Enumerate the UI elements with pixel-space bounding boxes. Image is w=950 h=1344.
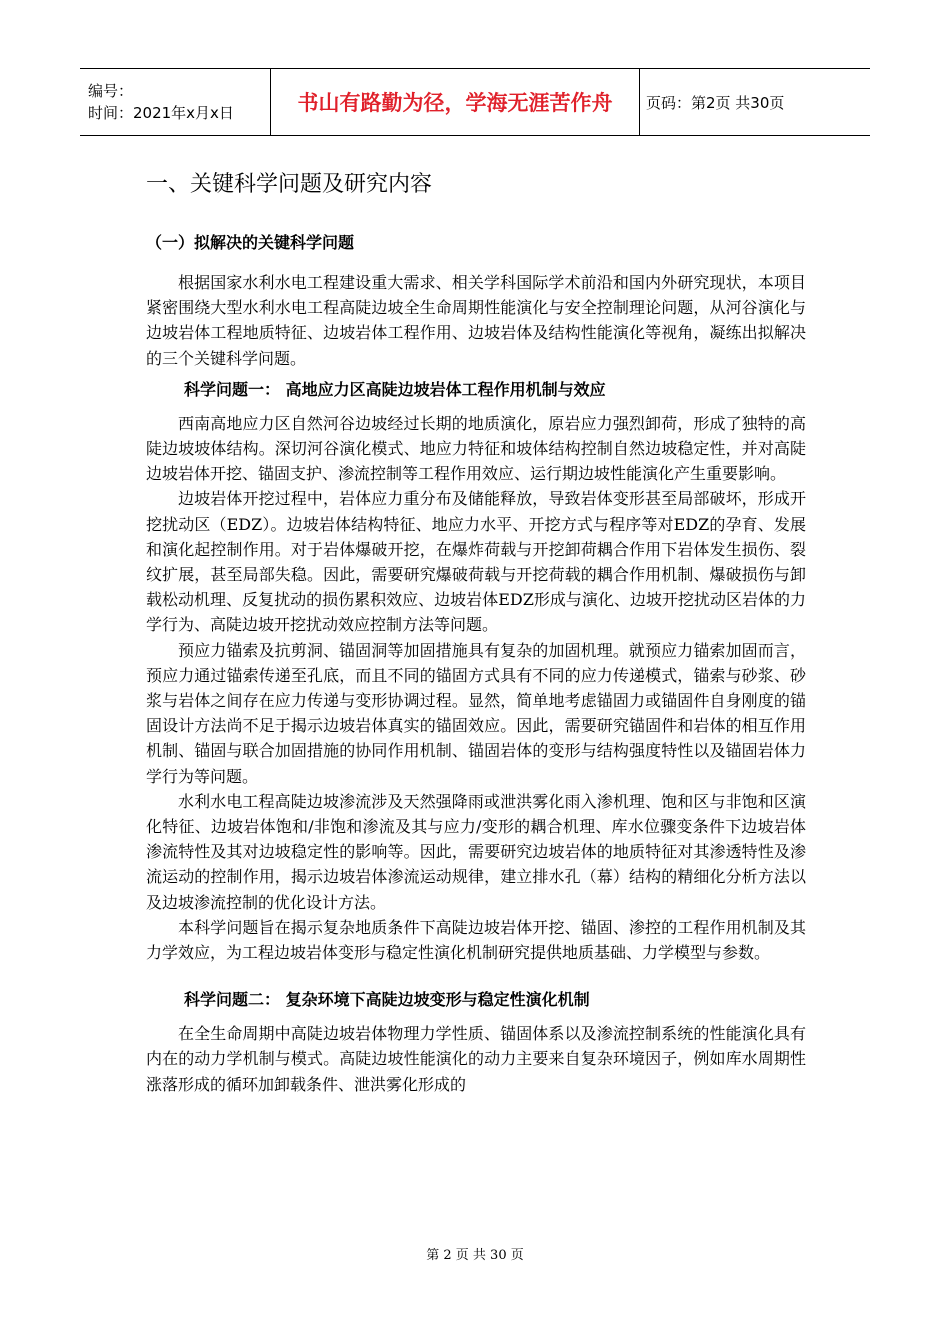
document-body: [146, 168, 806, 1097]
subsection-title: （一）拟解决的关键科学问题: [146, 233, 355, 252]
section-title: 一、关键科学问题及研究内容: [146, 172, 433, 197]
question-2-title: 科学问题二： 复杂环境下高陡边坡变形与稳定性演化机制: [184, 990, 590, 1010]
page-header: [80, 68, 870, 136]
question-1-paragraph-1: 西南高地应力区自然河谷边坡经过长期的地质演化，原岩应力强烈卸荷，形成了独特的高陡边坡坡体结构。深切河谷演化模式、地应力特征和坡体结构控制自然边坡稳定性，并对高陡边坡岩体开挖、锚固支护、渗流控制等工程作用效应、运行期边坡性能演化产生重要影响。: [146, 413, 806, 484]
question-1-paragraph-3: 预应力锚索及抗剪洞、锚固洞等加固措施具有复杂的加固机理。就预应力锚索加固而言，预应力通过锚索传递至孔底，而且不同的锚固方式具有不同的应力传递模式，锚索与砂浆、砂浆与岩体之间存在应力传递与变形协调过程。显然，简单地考虑锚固力或锚固件自身刚度的锚固设计方法尚不足于揭示边坡岩体真实的锚固效应。因此，需要研究锚固件和岩体的相互作用机制、锚固与联合加固措施的协同作用机制、锚固岩体的变形与结构强度特性以及锚固岩体力学行为等问题。: [146, 640, 806, 786]
header-motto-cell: [270, 69, 640, 135]
question-2-paragraph-1: 在全生命周期中高陡边坡岩体物理力学性质、锚固体系以及渗流控制系统的性能演化具有内在的动力学机制与模式。高陡边坡性能演化的动力主要来自复杂环境因子，例如库水周期性涨落形成的循环加卸载条件、泄洪雾化形成的: [146, 1024, 806, 1094]
document-number-label: 编号：: [88, 82, 134, 100]
question-1-paragraph-2: 边坡岩体开挖过程中，岩体应力重分布及储能释放，导致岩体变形甚至局部破坏，形成开挖扰动区（EDZ）。边坡岩体结构特征、地应力水平、开挖方式与程序等对EDZ的孕育、发展和演化起控制作用。对于岩体爆破开挖，在爆炸荷载与开挖卸荷耦合作用下岩体发生损伤、裂纹扩展，甚至局部失稳。因此，需要研究爆破荷载与开挖荷载的耦合作用机制、爆破损伤与卸载松动机理、反复扰动的损伤累积效应、边坡岩体EDZ形成与演化、边坡开挖扰动区岩体的力学行为、高陡边坡开挖扰动效应控制方法等问题。: [146, 489, 806, 635]
header-page-info: 页码：第2页 共30页: [646, 93, 785, 112]
document-date: 时间：2021年x月x日: [88, 104, 234, 122]
question-1-paragraph-5: 本科学问题旨在揭示复杂地质条件下高陡边坡岩体开挖、锚固、渗控的工程作用机制及其力学效应，为工程边坡岩体变形与稳定性演化机制研究提供地质基础、力学模型与参数。: [146, 917, 806, 963]
header-page-info-cell: [640, 69, 870, 135]
header-meta: [80, 69, 270, 135]
header-motto: 书山有路勤为径，学海无涯苦作舟: [297, 91, 613, 115]
page-footer: 第 2 页 共 30 页: [426, 1248, 524, 1263]
intro-paragraph: 根据国家水利水电工程建设重大需求、相关学科国际学术前沿和国内外研究现状，本项目紧密围绕大型水利水电工程高陡边坡全生命周期性能演化与安全控制理论问题，从河谷演化与边坡岩体工程地质特征、边坡岩体工程作用、边坡岩体及结构性能演化等视角，凝练出拟解决的三个关键科学问题。: [146, 273, 806, 368]
question-1-title: 科学问题一： 高地应力区高陡边坡岩体工程作用机制与效应: [184, 379, 606, 399]
question-1-paragraph-4: 水利水电工程高陡边坡渗流涉及天然强降雨或泄洪雾化雨入渗机理、饱和区与非饱和区演化特征、边坡岩体饱和/非饱和渗流及其与应力/变形的耦合机理、库水位骤变条件下边坡岩体渗流特性及其对边坡稳定性的影响等。因此，需要研究边坡岩体的地质特征对其渗透特性及渗流运动的控制作用，揭示边坡岩体渗流运动规律，建立排水孔（幕）结构的精细化分析方法以及边坡渗流控制的优化设计方法。: [146, 791, 806, 912]
